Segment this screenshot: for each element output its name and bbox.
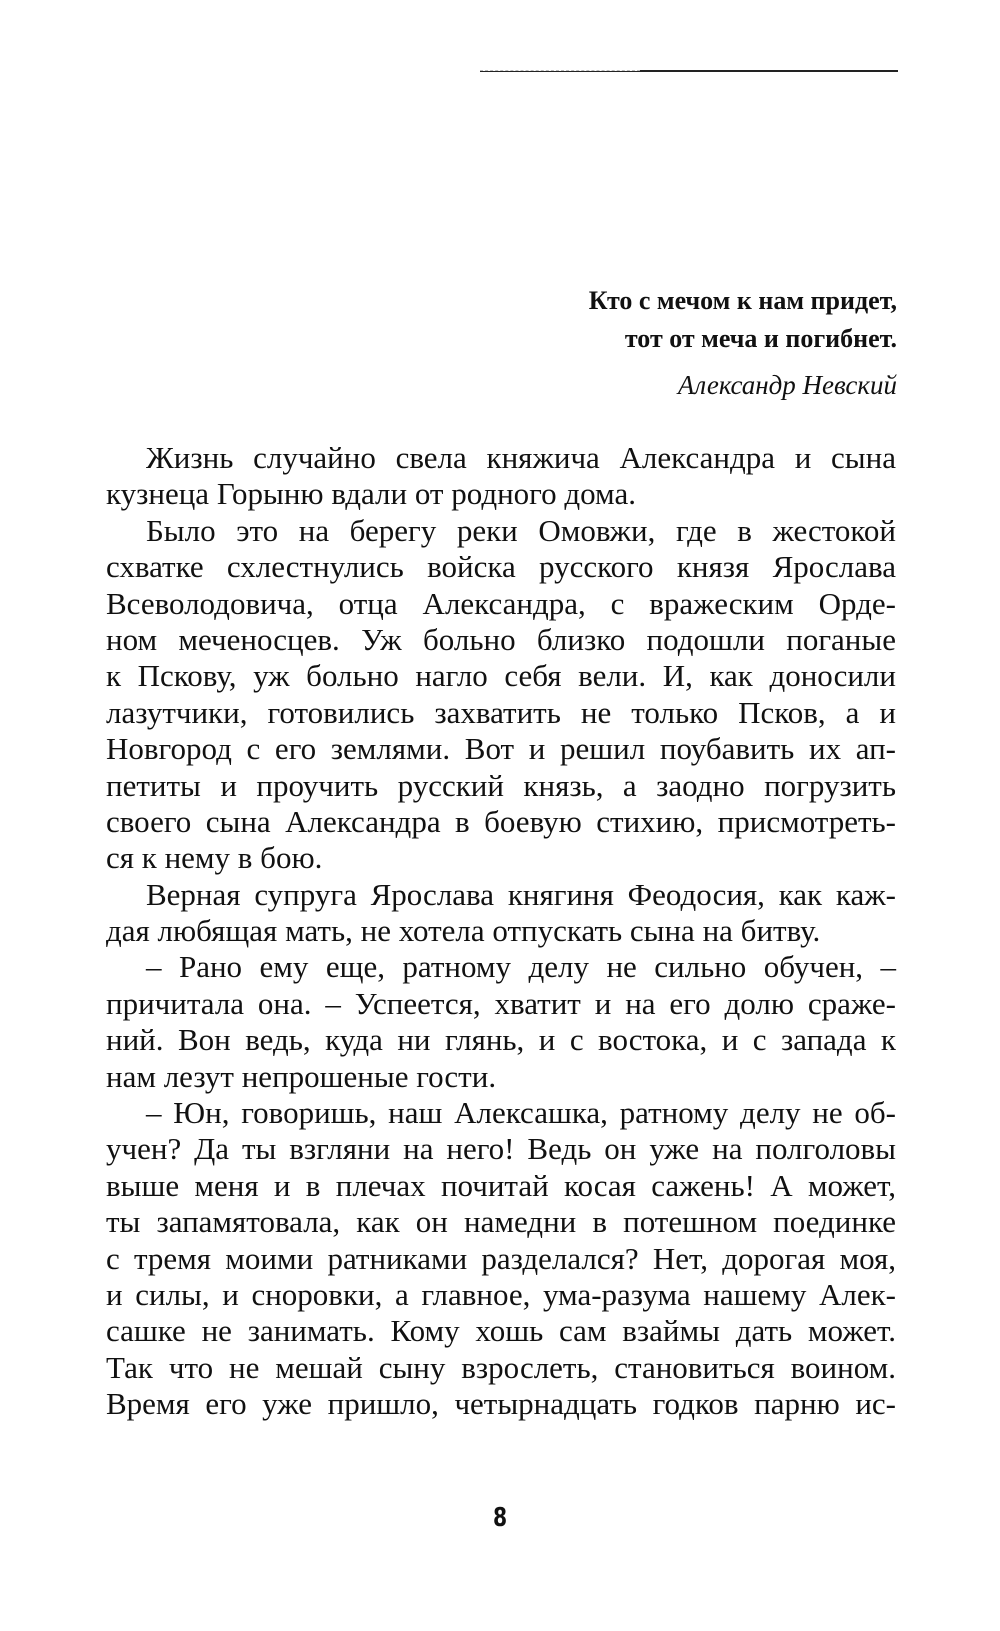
page-number: 8: [492, 1503, 508, 1533]
text-line: ся к нему в бою.: [106, 840, 323, 876]
text-line: Новгород с его землями. Вот и решил поубавить их ап-: [106, 731, 896, 767]
text-line: выше меня и в плечах почитай косая сажень! А может,: [106, 1167, 896, 1203]
text-line: Жизнь случайно свела княжича Александра и сына: [146, 440, 896, 475]
main-text: [106, 440, 896, 1423]
text-line: кузнеца Горыню вдали от родного дома.: [106, 476, 636, 512]
text-line: ном меченосцев. Уж больно близко подошли поганые: [106, 621, 896, 657]
text-line: дая любящая мать, не хотела отпускать сына на битву.: [106, 913, 821, 949]
text-line: с тремя моими ратниками разделался? Нет, дорогая моя,: [106, 1240, 896, 1276]
epigraph: [417, 282, 897, 404]
text-line: учен? Да ты взгляни на него! Ведь он уже на полголовы: [106, 1131, 896, 1167]
text-line: причитала она. – Успеется, хватит и на его долю сраже-: [106, 985, 896, 1021]
text-line: и силы, и сноровки, а главное, ума-разума нашему Алек-: [106, 1276, 896, 1312]
text-line: к Пскову, уж больно нагло себя вели. И, как доносили: [106, 658, 896, 694]
text-line: сашке не занимать. Кому хошь сам взаймы дать может.: [106, 1313, 896, 1349]
text-line: – Юн, говоришь, наш Алексашка, ратному делу не об-: [146, 1095, 896, 1131]
text-line: схватке схлестнулись войска русского князя Ярослава: [106, 549, 896, 585]
header-rule: [480, 70, 898, 72]
text-line: ты запамятовала, как он намедни в потешном поединке: [106, 1204, 896, 1240]
epigraph-line: Кто с мечом к нам придет,: [588, 286, 897, 315]
epigraph-line: тот от меча и погибнет.: [624, 324, 897, 353]
text-line: Всеволодовича, отца Александра, с вражеским Орде-: [106, 585, 896, 621]
text-line: – Рано ему еще, ратному делу не сильно обучен, –: [146, 949, 896, 985]
text-line: Так что не мешай сыну взрослеть, становиться воином.: [106, 1349, 896, 1385]
text-line: лазутчики, готовились захватить не только Псков, а и: [106, 694, 896, 730]
epigraph-author: Александр Невский: [677, 370, 897, 400]
text-line: ний. Вон ведь, куда ни глянь, и с востока, и с запада к: [106, 1022, 896, 1058]
text-line: Верная супруга Ярослава княгиня Феодосия, как каж-: [146, 876, 896, 912]
text-line: нам лезут непрошеные гости.: [106, 1058, 497, 1094]
text-line: Время его уже пришло, четырнадцать годков парню ис-: [106, 1386, 896, 1422]
text-line: своего сына Александра в боевую стихию, присмотреть-: [106, 803, 896, 839]
text-line: петиты и проучить русский князь, а заодно погрузить: [106, 767, 896, 803]
text-line: Было это на берегу реки Омовжи, где в жестокой: [146, 512, 896, 548]
